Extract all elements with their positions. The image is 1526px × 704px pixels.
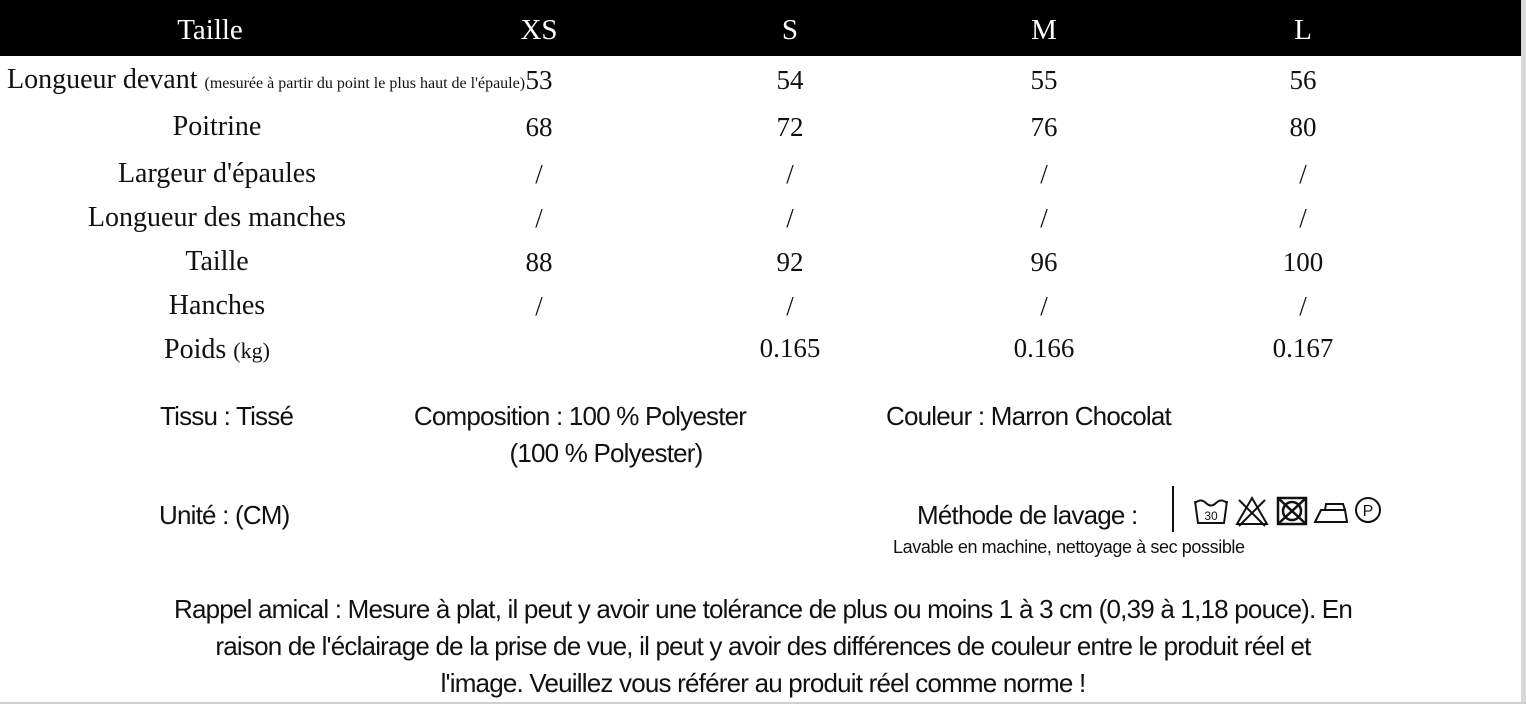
cell-xs: / bbox=[535, 291, 543, 321]
page-edge-right bbox=[1521, 0, 1526, 704]
cell-xs: 68 bbox=[525, 112, 553, 142]
composition-info: Composition : 100 % Polyester bbox=[413, 401, 747, 431]
wash-temperature-label: 30 bbox=[1204, 509, 1218, 523]
cell-m: / bbox=[1040, 159, 1048, 189]
cell-l: 56 bbox=[1289, 65, 1317, 95]
dry-clean-label: P bbox=[1362, 503, 1374, 520]
cell-s: / bbox=[786, 291, 794, 321]
wash-method-label: Méthode de lavage : bbox=[917, 500, 1138, 530]
cell-xs: 53 bbox=[525, 65, 553, 95]
cell-m: / bbox=[1040, 291, 1048, 321]
cell-s: 0.165 bbox=[759, 333, 821, 363]
cell-l: 80 bbox=[1289, 112, 1317, 142]
row-label-text: Longueur devant bbox=[7, 64, 198, 95]
header-label: Taille bbox=[177, 14, 243, 46]
header-size-s: S bbox=[781, 14, 799, 46]
cell-m: / bbox=[1040, 203, 1048, 233]
dry-clean-p-icon bbox=[1353, 495, 1383, 527]
no-tumble-dry-icon bbox=[1275, 495, 1309, 527]
cell-m: 76 bbox=[1030, 112, 1058, 142]
cell-l: / bbox=[1299, 203, 1307, 233]
cell-m: 0.166 bbox=[1013, 333, 1075, 363]
cell-m: 55 bbox=[1030, 65, 1058, 95]
row-label-note: (mesurée à partir du point le plus haut de l'épaule) bbox=[204, 75, 526, 92]
cell-s: / bbox=[786, 159, 794, 189]
no-bleach-icon bbox=[1235, 495, 1269, 527]
cell-l: 0.167 bbox=[1272, 333, 1334, 363]
row-label bbox=[7, 63, 525, 101]
row-label bbox=[164, 333, 270, 368]
cell-l: / bbox=[1299, 291, 1307, 321]
cell-s: 92 bbox=[776, 247, 804, 277]
header-size-m: M bbox=[1031, 14, 1057, 46]
header-size-xs: XS bbox=[520, 14, 558, 46]
cell-m: 96 bbox=[1030, 247, 1058, 277]
cell-s: / bbox=[786, 203, 794, 233]
row-label-text: Poids bbox=[164, 334, 227, 365]
fabric-info: Tissu : Tissé bbox=[160, 401, 294, 431]
cell-xs: 88 bbox=[525, 247, 553, 277]
reminder-line: Rappel amical : Mesure à plat, il peut y avoir une tolérance de plus ou moins 1 à 3 cm (0,39 à 1,18 pouce). En bbox=[173, 594, 1353, 624]
cell-xs: / bbox=[535, 203, 543, 233]
wash-note: Lavable en machine, nettoyage à sec possible bbox=[893, 537, 1245, 557]
header-size-l: L bbox=[1294, 14, 1312, 46]
cell-l: 100 bbox=[1282, 247, 1324, 277]
size-table-header bbox=[0, 0, 1521, 56]
color-info: Couleur : Marron Chocolat bbox=[886, 401, 1171, 431]
cell-l: / bbox=[1299, 159, 1307, 189]
row-label: Taille bbox=[185, 246, 249, 277]
row-label: Hanches bbox=[168, 290, 266, 321]
row-label-note: (kg) bbox=[233, 338, 270, 363]
row-label: Largeur d'épaules bbox=[117, 158, 317, 189]
cell-s: 54 bbox=[776, 65, 804, 95]
reminder-line: raison de l'éclairage de la prise de vue, il peut y avoir des différences de couleur entre le produit réel et bbox=[215, 631, 1311, 661]
reminder-text bbox=[103, 591, 1423, 702]
reminder-line: l'image. Veuillez vous référer au produit réel comme norme ! bbox=[440, 668, 1086, 698]
row-label: Longueur des manches bbox=[87, 202, 347, 233]
iron-icon bbox=[1313, 495, 1349, 527]
row-label: Poitrine bbox=[172, 111, 262, 142]
wash-30-icon bbox=[1193, 495, 1229, 527]
wash-divider bbox=[1172, 486, 1174, 532]
cell-s: 72 bbox=[776, 112, 804, 142]
cell-xs: / bbox=[535, 159, 543, 189]
composition-info-detail: (100 % Polyester) bbox=[509, 438, 703, 468]
unit-info: Unité : (CM) bbox=[159, 500, 290, 530]
